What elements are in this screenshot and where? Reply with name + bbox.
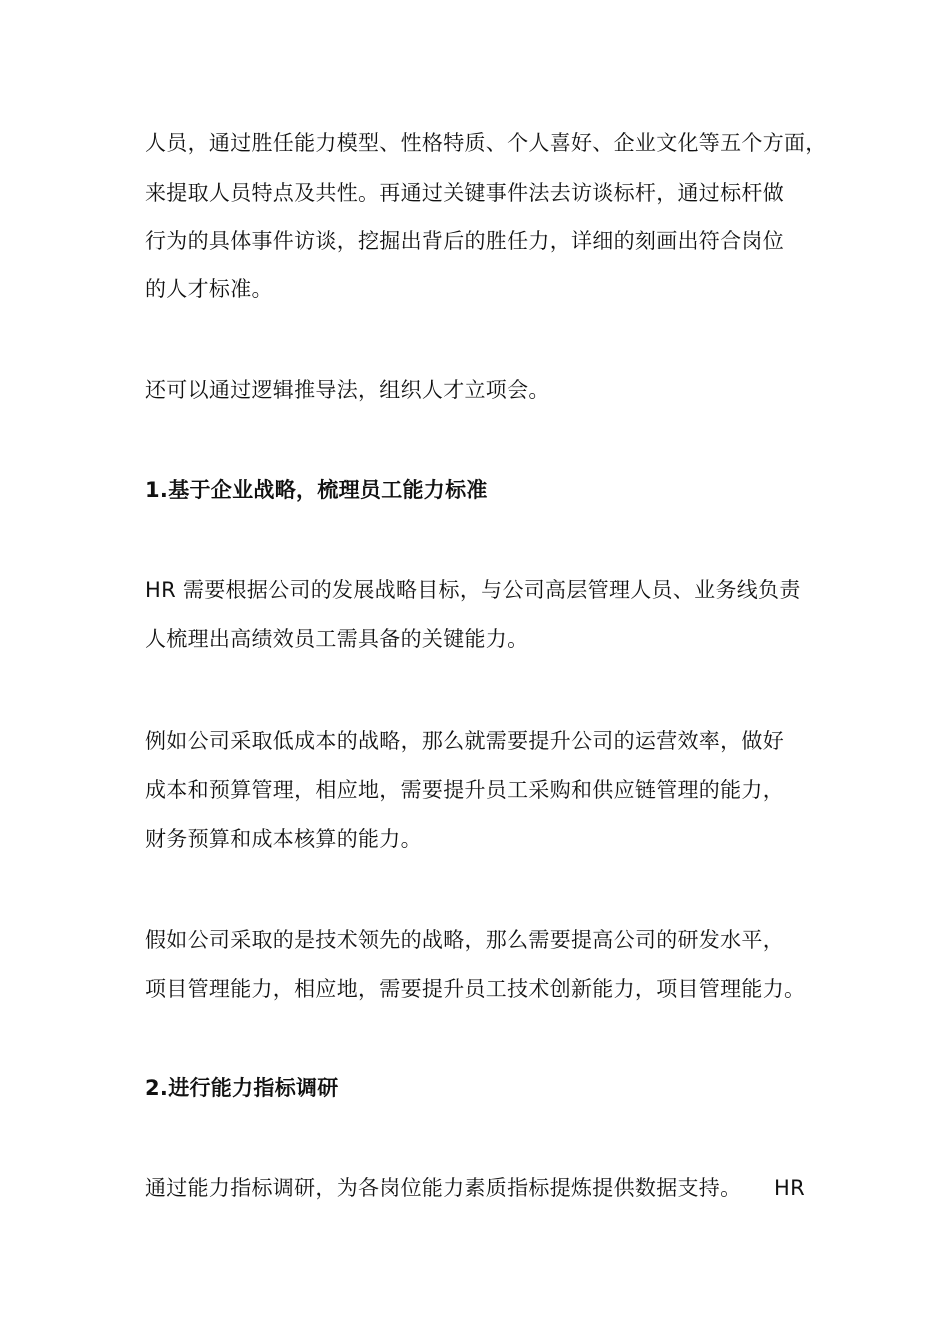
paragraph-line: 还可以通过逻辑推导法，组织人才立项会。 (145, 378, 550, 402)
paragraph-line: 的人才标准。 (145, 277, 273, 301)
paragraph-line: 来提取人员特点及共性。再通过关键事件法去访谈标杆，通过标杆做 (145, 181, 784, 205)
paragraph-line: HR 需要根据公司的发展战略目标，与公司高层管理人员、业务线负责 (145, 578, 801, 602)
section-heading: 2.进行能力指标调研 (145, 1076, 339, 1100)
paragraph-line: 人员，通过胜任能力模型、性格特质、个人喜好、企业文化等五个方面， (145, 131, 827, 155)
paragraph-text: HR (774, 1176, 805, 1200)
paragraph-line: 项目管理能力，相应地，需要提升员工技术创新能力，项目管理能力。 (145, 977, 806, 1001)
paragraph-line (145, 1174, 805, 1202)
paragraph-line: 财务预算和成本核算的能力。 (145, 827, 422, 851)
paragraph-line: 行为的具体事件访谈，挖掘出背后的胜任力，详细的刻画出符合岗位 (145, 229, 784, 253)
paragraph-line: 例如公司采取低成本的战略，那么就需要提升公司的运营效率，做好 (145, 729, 784, 753)
paragraph-text: 通过能力指标调研，为各岗位能力素质指标提炼提供数据支持。 (145, 1176, 742, 1200)
paragraph-line: 成本和预算管理，相应地，需要提升员工采购和供应链管理的能力， (145, 778, 784, 802)
paragraph-line: 人梳理出高绩效员工需具备的关键能力。 (145, 627, 529, 651)
paragraph-line: 假如公司采取的是技术领先的战略，那么需要提高公司的研发水平， (145, 928, 784, 952)
section-heading: 1.基于企业战略，梳理员工能力标准 (145, 478, 488, 502)
